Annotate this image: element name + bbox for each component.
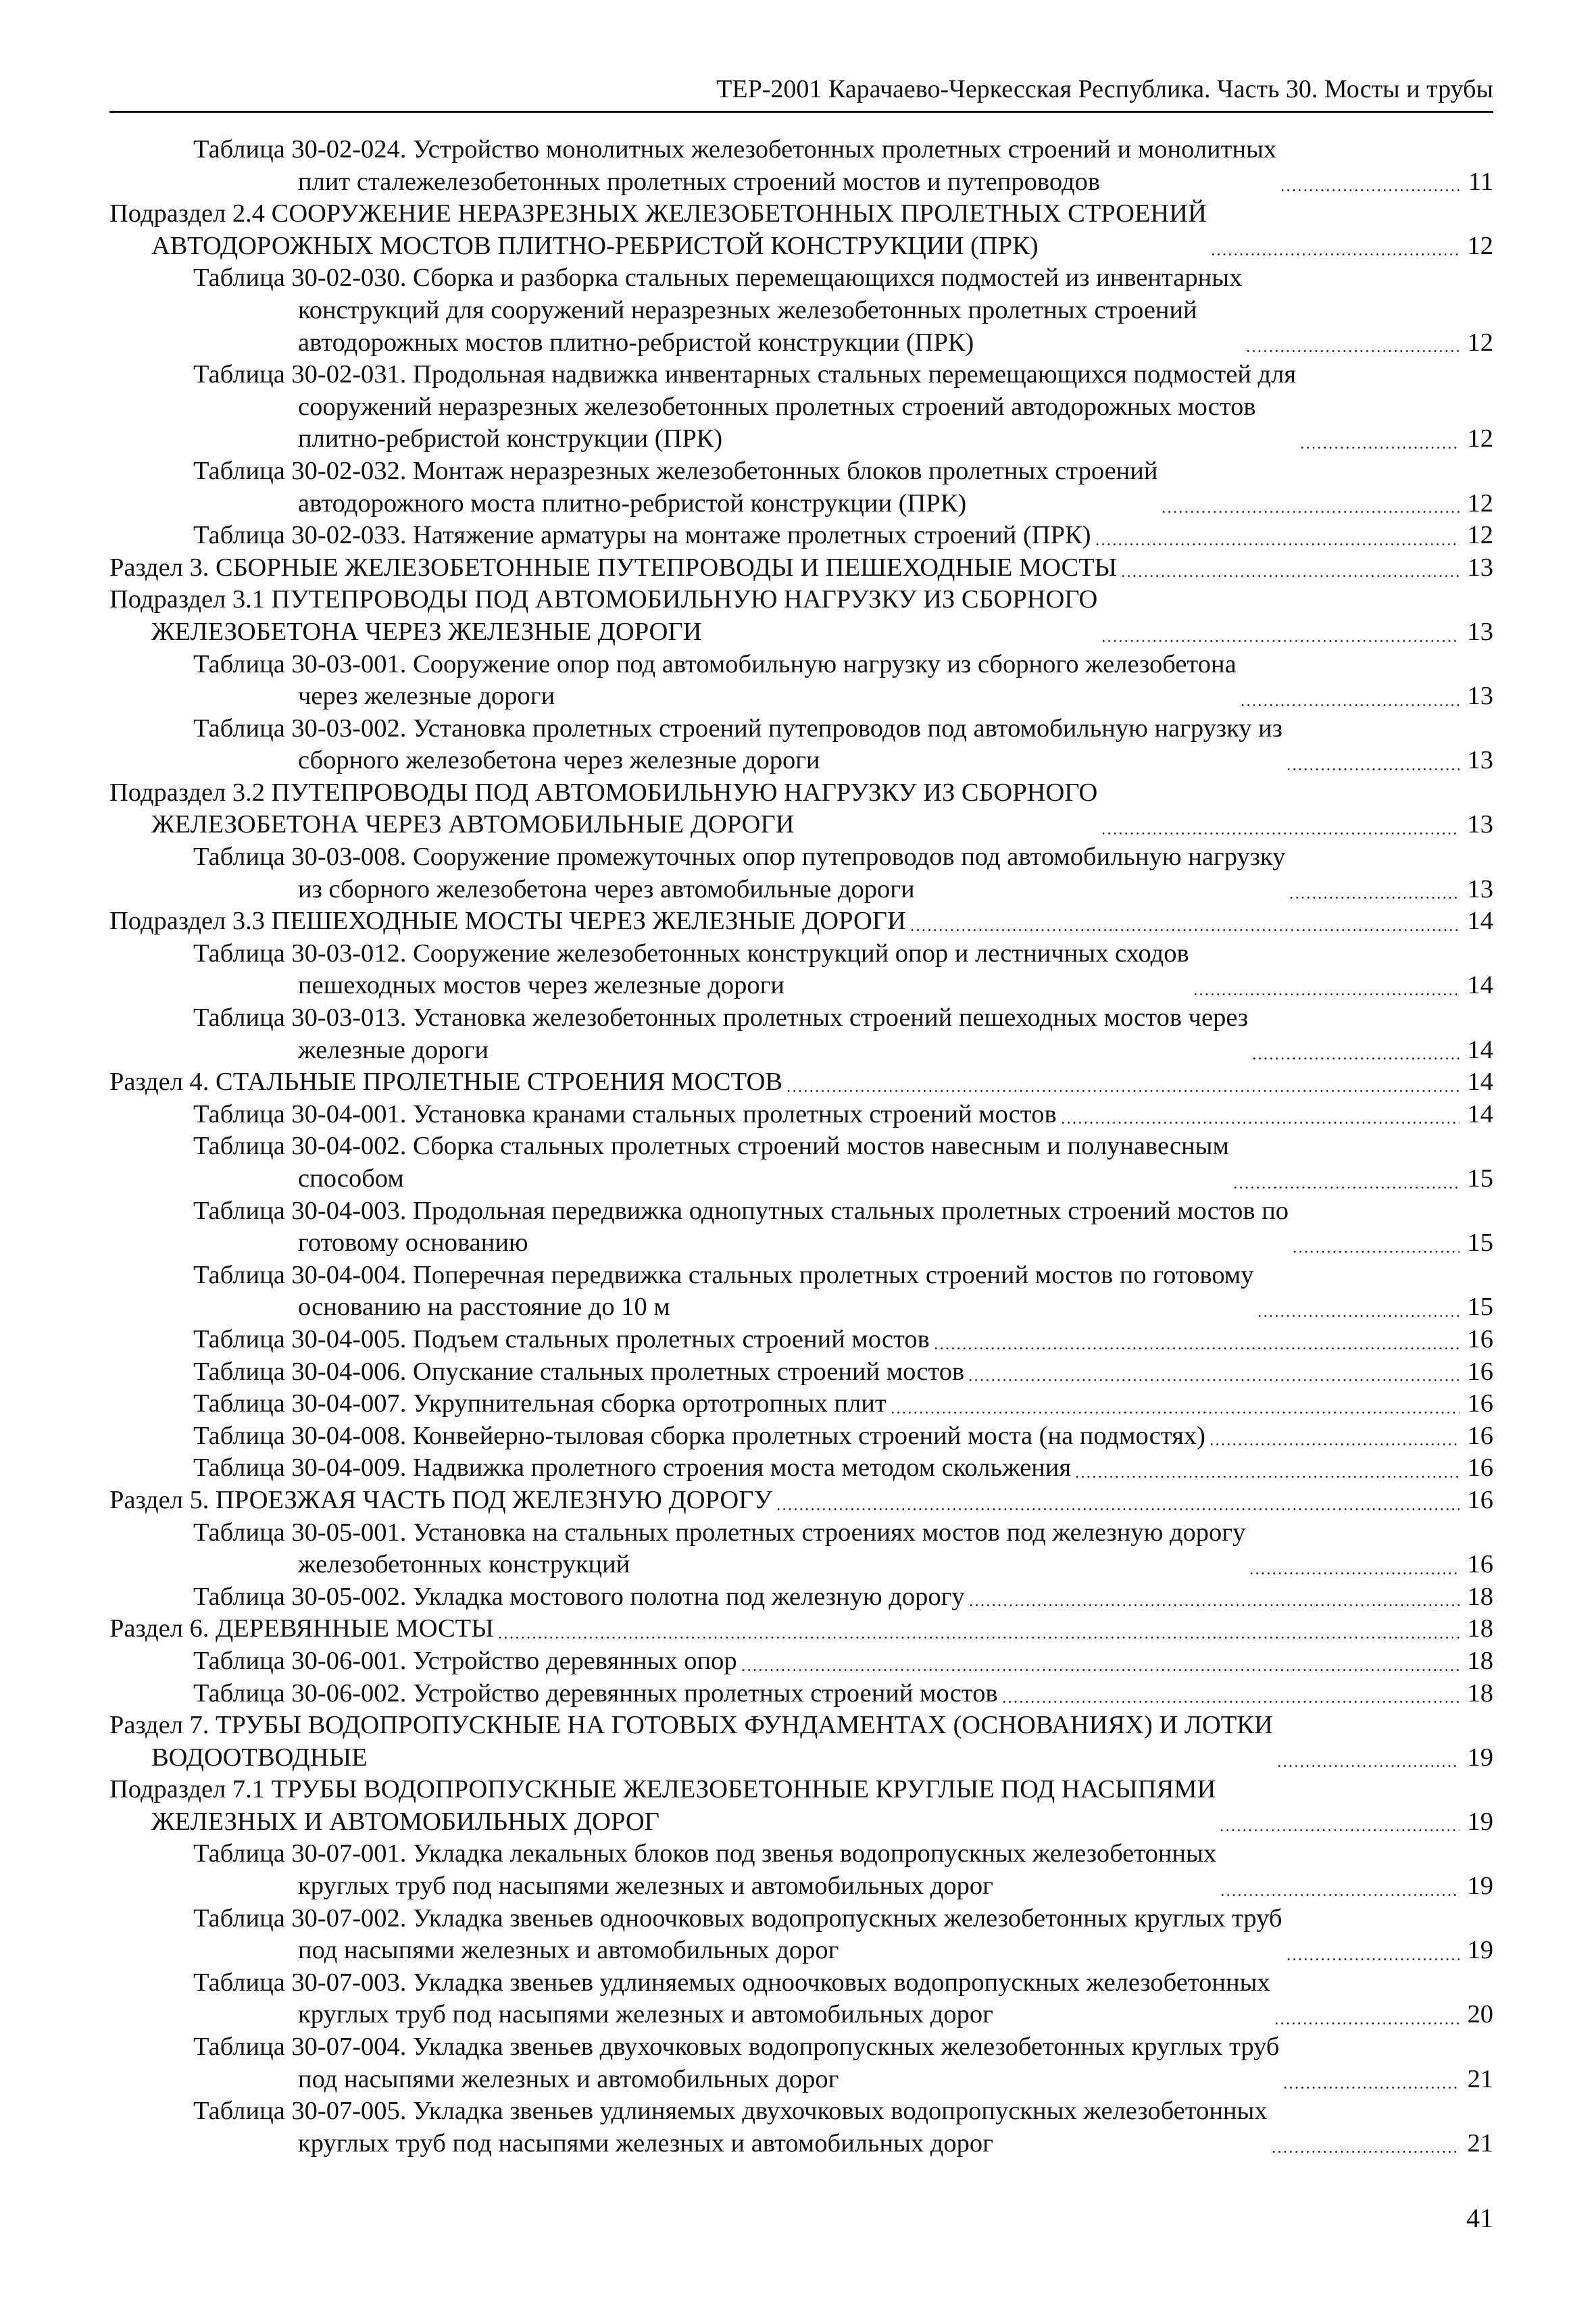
dot-leader (1271, 2151, 1460, 2153)
toc-entry-line: Раздел 6. ДЕРЕВЯННЫЕ МОСТЫ (109, 1614, 494, 1643)
toc-entry-line: Таблица 30-07-002. Укладка звеньев одноочковых водопропускных железобетонных круглых труб (193, 1903, 1282, 1933)
dot-leader (1251, 1057, 1460, 1060)
toc-table-entry[interactable] (109, 1324, 1493, 1356)
toc-entry-line: Таблица 30-06-001. Устройство деревянных опор (193, 1646, 737, 1675)
toc-section-entry[interactable] (109, 1774, 1493, 1838)
toc-entry-page: 16 (1467, 1421, 1493, 1450)
toc-table-entry[interactable] (109, 841, 1493, 905)
toc-entry-line: Таблица 30-04-002. Сборка стальных пролетных строений мостов навесным и полунавесным (193, 1132, 1229, 1161)
toc-entry-page: 19 (1467, 1807, 1493, 1836)
header-title: ТЕР-2001 Карачаево-Черкесская Республика. Часть 30. Мосты и трубы (716, 75, 1493, 103)
dot-leader (1286, 768, 1460, 770)
toc-entry-page: 13 (1467, 746, 1493, 775)
dot-leader (1299, 447, 1460, 449)
toc-entry-line: Таблица 30-07-004. Укладка звеньев двухочковых водопропускных железобетонных круглых труб (193, 2033, 1280, 2062)
dot-leader (1232, 1187, 1460, 1189)
toc-entry-line: Таблица 30-07-001. Укладка лекальных блоков под звенья водопропускных железобетонных (193, 1839, 1217, 1868)
toc-entry-page: 14 (1467, 1068, 1493, 1097)
toc-entry-line: Раздел 3. СБОРНЫЕ ЖЕЛЕЗОБЕТОННЫЕ ПУТЕПРОВОДЫ И ПЕШЕХОДНЫЕ МОСТЫ (109, 553, 1118, 582)
toc-entry-page: 16 (1467, 1357, 1493, 1386)
toc-entry-page: 12 (1467, 231, 1493, 260)
toc-section-entry[interactable] (109, 1710, 1493, 1774)
toc-entry-page: 13 (1467, 617, 1493, 646)
toc-entry-line: Таблица 30-03-002. Установка пролетных строений путепроводов под автомобильную нагрузку из (193, 714, 1282, 743)
toc-entry-line: ЖЕЛЕЗОБЕТОНА ЧЕРЕЗ ЖЕЛЕЗНЫЕ ДОРОГИ (151, 617, 702, 646)
toc-entry-page: 16 (1467, 1485, 1493, 1514)
dot-leader (786, 1090, 1460, 1092)
toc-entry-line: сооружений неразрезных железобетонных пролетных строений автодорожных мостов (298, 392, 1256, 421)
toc-entry-line: Таблица 30-04-008. Конвейерно-тыловая сборка пролетных строений моста (на подмостях) (193, 1421, 1205, 1450)
toc-entry-page: 19 (1467, 1872, 1493, 1901)
toc-entry-page: 19 (1467, 1743, 1493, 1772)
toc-entry-title (109, 1581, 965, 1614)
toc-entry-line: Подраздел 3.2 ПУТЕПРОВОДЫ ПОД АВТОМОБИЛЬНУЮ НАГРУЗКУ ИЗ СБОРНОГО (109, 778, 1098, 807)
toc-entry-title (109, 1774, 1216, 1838)
toc-entry-line: Таблица 30-03-012. Сооружение железобетонных конструкций опор и лестничных сходов (193, 939, 1189, 968)
toc-entry-line: Таблица 30-03-001. Сооружение опор под автомобильную нагрузку из сборного железобетона (193, 649, 1237, 678)
toc-entry-line: Таблица 30-04-007. Укрупнительная сборка ортотропных плит (193, 1389, 887, 1418)
toc-entry-line: ЖЕЛЕЗОБЕТОНА ЧЕРЕЗ АВТОМОБИЛЬНЫЕ ДОРОГИ (151, 810, 795, 839)
toc-entry-line: конструкций для сооружений неразрезных железобетонных пролетных строений (298, 295, 1197, 324)
toc-entry-page: 19 (1467, 1936, 1493, 1965)
toc-entry-title (109, 713, 1282, 777)
dot-leader (1193, 993, 1460, 995)
toc-entry-line: ЖЕЛЕЗНЫХ И АВТОМОБИЛЬНЫХ ДОРОГ (151, 1807, 659, 1836)
toc-entry-line: автодорожных мостов плитно-ребристой конструкции (ПРК) (298, 328, 974, 357)
toc-entry-line: автодорожного моста плитно-ребристой конструкции (ПРК) (298, 489, 967, 518)
toc-entry-title (109, 1099, 1057, 1131)
toc-entry-line: Таблица 30-04-005. Подъем стальных пролетных строений мостов (193, 1324, 930, 1353)
toc-entry-page: 21 (1467, 2129, 1493, 2158)
toc-table-entry[interactable] (109, 1581, 1493, 1614)
toc-table-entry[interactable] (109, 1002, 1493, 1066)
dot-leader (933, 1347, 1460, 1349)
toc-entry-line: Таблица 30-04-004. Поперечная передвижка стальных пролетных строений мостов по готовому (193, 1260, 1254, 1289)
toc-entry-title (109, 1903, 1282, 1967)
dot-leader (1282, 2087, 1460, 2089)
toc-entry-line: железные дороги (298, 1035, 489, 1064)
toc-entry-line: способом (298, 1164, 404, 1193)
toc-entry-line: круглых труб под насыпями железных и автомобильных дорог (298, 2129, 993, 2158)
toc-entry-line: из сборного железобетона через автомобильные дороги (298, 874, 915, 903)
toc-entry-page: 18 (1467, 1678, 1493, 1708)
toc-entry-page: 21 (1467, 2064, 1493, 2093)
toc-entry-title (109, 359, 1296, 455)
toc-entry-page: 12 (1467, 489, 1493, 518)
toc-table-entry[interactable] (109, 1388, 1493, 1420)
toc-entry-line: основанию на расстояние до 10 м (298, 1293, 670, 1322)
toc-entry-title (109, 1517, 1245, 1581)
toc-entry-title (109, 1678, 998, 1710)
toc-table-entry[interactable] (109, 1645, 1493, 1678)
dot-leader (1249, 1572, 1460, 1574)
toc-entry-title (109, 1002, 1248, 1066)
dot-leader (1240, 704, 1460, 706)
toc-section-entry[interactable] (109, 1066, 1493, 1099)
toc-entry-line: Таблица 30-07-003. Укладка звеньев удлиняемых одноочковых водопропускных железобетонных (193, 1968, 1270, 1997)
toc-entry-title (109, 649, 1237, 713)
dot-leader (1280, 189, 1460, 191)
dot-leader (1220, 1894, 1460, 1896)
toc-entry-line: плит сталежелезобетонных пролетных строений мостов и путепроводов (298, 167, 1100, 196)
toc-table-entry[interactable] (109, 1838, 1493, 1902)
toc-section-entry[interactable] (109, 1613, 1493, 1645)
toc-entry-line: Таблица 30-02-024. Устройство монолитных железобетонных пролетных строений и монолитных (193, 135, 1277, 164)
toc-entry-line: сборного железобетона через железные дороги (298, 746, 820, 775)
toc-table-entry[interactable] (109, 1130, 1493, 1195)
toc-table-entry[interactable] (109, 1099, 1493, 1131)
toc-entry-title (109, 1130, 1229, 1195)
toc-entry-page: 15 (1467, 1293, 1493, 1322)
toc-entry-page: 18 (1467, 1646, 1493, 1675)
toc-entry-line: Таблица 30-02-030. Сборка и разборка стальных перемещающихся подмостей из инвентарных (193, 264, 1243, 293)
dot-leader (1001, 1701, 1460, 1703)
toc-entry-line: Раздел 5. ПРОЕЗЖАЯ ЧАСТЬ ПОД ЖЕЛЕЗНУЮ ДОРОГУ (109, 1485, 772, 1514)
dot-leader (968, 1379, 1460, 1381)
toc-section-entry[interactable] (109, 777, 1493, 841)
toc-entry-line: готовому основанию (298, 1228, 528, 1258)
toc-entry-title (109, 1645, 737, 1678)
toc-entry-title (109, 1420, 1205, 1453)
toc-entry-title (109, 841, 1285, 905)
toc-entry-page: 13 (1467, 682, 1493, 711)
toc-entry-title (109, 1260, 1253, 1324)
toc-entry-page: 14 (1467, 971, 1493, 1000)
toc-table-entry[interactable] (109, 2095, 1493, 2160)
toc-entry-line: Таблица 30-02-031. Продольная надвижка инвентарных стальных перемещающихся подмостей для (193, 360, 1297, 389)
toc-entry-page: 20 (1467, 2000, 1493, 2029)
toc-entry-page: 16 (1467, 1453, 1493, 1483)
toc-entry-line: Подраздел 3.1 ПУТЕПРОВОДЫ ПОД АВТОМОБИЛЬНУЮ НАГРУЗКУ ИЗ СБОРНОГО (109, 585, 1098, 614)
dot-leader (968, 1604, 1460, 1606)
toc-entry-line: Подраздел 2.4 СООРУЖЕНИЕ НЕРАЗРЕЗНЫХ ЖЕЛЕЗОБЕТОННЫХ ПРОЛЕТНЫХ СТРОЕНИЙ (109, 199, 1207, 228)
toc-entry-page: 12 (1467, 328, 1493, 357)
toc-entry-page: 16 (1467, 1324, 1493, 1353)
toc-entry-page: 14 (1467, 1099, 1493, 1128)
toc-entry-page: 14 (1467, 907, 1493, 936)
toc-entry-page: 16 (1467, 1550, 1493, 1579)
toc-entry-title (109, 2095, 1268, 2160)
toc-entry-page: 14 (1467, 1035, 1493, 1064)
table-of-contents (109, 134, 1493, 2160)
toc-entry-title (109, 455, 1157, 520)
toc-section-entry[interactable] (109, 198, 1493, 262)
toc-table-entry[interactable] (109, 938, 1493, 1002)
toc-section-entry[interactable] (109, 905, 1493, 938)
toc-entry-line: Таблица 30-03-013. Установка железобетонных пролетных строений пешеходных мостов через (193, 1003, 1249, 1032)
toc-entry-title (109, 1452, 1071, 1485)
toc-entry-line: Таблица 30-05-002. Укладка мостового полотна под железную дорогу (193, 1582, 965, 1611)
dot-leader (741, 1669, 1460, 1671)
toc-entry-title (109, 1485, 772, 1517)
toc-entry-page: 18 (1467, 1614, 1493, 1643)
toc-entry-title (109, 198, 1207, 262)
page-header (109, 69, 1493, 113)
toc-section-entry[interactable] (109, 1485, 1493, 1517)
toc-table-entry[interactable] (109, 649, 1493, 713)
toc-entry-title (109, 905, 906, 938)
toc-table-entry[interactable] (109, 1260, 1493, 1324)
toc-entry-title (109, 938, 1189, 1002)
dot-leader (1161, 511, 1460, 513)
toc-table-entry[interactable] (109, 1452, 1493, 1485)
toc-table-entry[interactable] (109, 2031, 1493, 2095)
toc-table-entry[interactable] (109, 262, 1493, 359)
toc-table-entry[interactable] (109, 1903, 1493, 1967)
toc-entry-page: 15 (1467, 1228, 1493, 1258)
dot-leader (1219, 1829, 1460, 1831)
toc-table-entry[interactable] (109, 359, 1493, 455)
toc-entry-title (109, 1967, 1270, 2031)
toc-entry-line: пешеходных мостов через железные дороги (298, 971, 784, 1000)
toc-table-entry[interactable] (109, 1678, 1493, 1710)
toc-entry-title (109, 1324, 930, 1356)
dot-leader (776, 1508, 1460, 1510)
toc-entry-title (109, 262, 1242, 359)
toc-entry-line: Таблица 30-04-001. Установка кранами стальных пролетных строений мостов (193, 1099, 1057, 1128)
toc-entry-line: Таблица 30-03-008. Сооружение промежуточных опор путепроводов под автомобильную нагрузку (193, 843, 1286, 872)
dot-leader (1120, 575, 1460, 577)
toc-entry-title (109, 1838, 1216, 1902)
toc-section-entry[interactable] (109, 584, 1493, 648)
dot-leader (1245, 350, 1460, 352)
toc-table-entry[interactable] (109, 1356, 1493, 1389)
toc-table-entry[interactable] (109, 455, 1493, 520)
dot-leader (1274, 2022, 1460, 2024)
toc-entry-title (109, 1388, 887, 1420)
dot-leader (1292, 1251, 1460, 1253)
toc-entry-page: 16 (1467, 1389, 1493, 1418)
toc-entry-page: 13 (1467, 553, 1493, 582)
toc-entry-page: 18 (1467, 1582, 1493, 1611)
toc-entry-line: круглых труб под насыпями железных и автомобильных дорог (298, 1872, 993, 1901)
toc-table-entry[interactable] (109, 1420, 1493, 1453)
dot-leader (909, 929, 1460, 931)
toc-entry-line: Раздел 7. ТРУБЫ ВОДОПРОПУСКНЫЕ НА ГОТОВЫХ ФУНДАМЕНТАХ (ОСНОВАНИЯХ) И ЛОТКИ (109, 1711, 1273, 1740)
toc-entry-line: Подраздел 3.3 ПЕШЕХОДНЫЕ МОСТЫ ЧЕРЕЗ ЖЕЛЕЗНЫЕ ДОРОГИ (109, 907, 906, 936)
dot-leader (1074, 1476, 1460, 1478)
dot-leader (497, 1637, 1460, 1639)
toc-table-entry[interactable] (109, 520, 1493, 552)
toc-table-entry[interactable] (109, 713, 1493, 777)
toc-entry-line: Таблица 30-04-006. Опускание стальных пролетных строений мостов (193, 1357, 965, 1386)
page-number: 41 (1466, 2203, 1493, 2233)
toc-entry-page: 11 (1468, 167, 1493, 196)
toc-entry-line: через железные дороги (298, 682, 555, 711)
toc-entry-title (109, 777, 1097, 841)
dot-leader (1209, 1443, 1460, 1445)
toc-entry-page: 15 (1467, 1164, 1493, 1193)
toc-section-entry[interactable] (109, 552, 1493, 584)
toc-entry-title (109, 1195, 1289, 1260)
toc-entry-line: под насыпями железных и автомобильных дорог (298, 2064, 839, 2093)
dot-leader (1289, 897, 1460, 899)
toc-entry-page: 13 (1467, 874, 1493, 903)
toc-entry-line: Раздел 4. СТАЛЬНЫЕ ПРОЛЕТНЫЕ СТРОЕНИЯ МОСТОВ (109, 1068, 783, 1097)
toc-entry-line: Таблица 30-07-005. Укладка звеньев удлиняемых двухочковых водопропускных железобетонных (193, 2097, 1268, 2126)
dot-leader (1095, 543, 1460, 545)
toc-entry-line: Таблица 30-04-009. Надвижка пролетного строения моста методом скольжения (193, 1453, 1072, 1483)
dot-leader (1257, 1315, 1460, 1317)
toc-entry-line: Таблица 30-02-032. Монтаж неразрезных железобетонных блоков пролетных строений (193, 456, 1158, 485)
toc-entry-line: железобетонных конструкций (298, 1550, 630, 1579)
toc-entry-title (109, 552, 1117, 584)
dot-leader (1101, 640, 1460, 642)
toc-entry-line: круглых труб под насыпями железных и автомобильных дорог (298, 2000, 993, 2029)
toc-entry-title (109, 1613, 494, 1645)
toc-entry-title (109, 1710, 1273, 1774)
toc-entry-line: Подраздел 7.1 ТРУБЫ ВОДОПРОПУСКНЫЕ ЖЕЛЕЗОБЕТОННЫЕ КРУГЛЫЕ ПОД НАСЫПЯМИ (109, 1775, 1216, 1804)
toc-entry-line: плитно-ребристой конструкции (ПРК) (298, 424, 723, 453)
toc-entry-line: Таблица 30-04-003. Продольная передвижка однопутных стальных пролетных строений мостов по (193, 1196, 1289, 1225)
toc-entry-line: Таблица 30-02-033. Натяжение арматуры на монтаже пролетных строений (ПРК) (193, 521, 1091, 550)
toc-table-entry[interactable] (109, 134, 1493, 198)
toc-entry-line: ВОДООТВОДНЫЕ (151, 1743, 368, 1772)
toc-entry-title (109, 584, 1097, 648)
dot-leader (1210, 253, 1460, 255)
dot-leader (1101, 832, 1460, 835)
toc-entry-line: Таблица 30-05-001. Установка на стальных пролетных строениях мостов под железную дорогу (193, 1518, 1246, 1547)
dot-leader (1276, 1765, 1460, 1767)
toc-entry-line: Таблица 30-06-002. Устройство деревянных пролетных строений мостов (193, 1678, 998, 1708)
toc-entry-title (109, 2031, 1279, 2095)
dot-leader (890, 1412, 1460, 1414)
toc-table-entry[interactable] (109, 1967, 1493, 2031)
toc-entry-page: 12 (1467, 521, 1493, 550)
toc-entry-title (109, 520, 1091, 552)
toc-table-entry[interactable] (109, 1517, 1493, 1581)
dot-leader (1060, 1122, 1460, 1124)
toc-entry-title (109, 134, 1276, 198)
toc-entry-page: 12 (1467, 424, 1493, 453)
toc-entry-title (109, 1066, 782, 1099)
toc-table-entry[interactable] (109, 1195, 1493, 1260)
toc-entry-title (109, 1356, 964, 1389)
toc-entry-line: АВТОДОРОЖНЫХ МОСТОВ ПЛИТНО-РЕБРИСТОЙ КОНСТРУКЦИИ (ПРК) (151, 231, 1039, 260)
toc-entry-line: под насыпями железных и автомобильных дорог (298, 1936, 839, 1965)
toc-entry-page: 13 (1467, 810, 1493, 839)
dot-leader (1286, 1958, 1460, 1960)
